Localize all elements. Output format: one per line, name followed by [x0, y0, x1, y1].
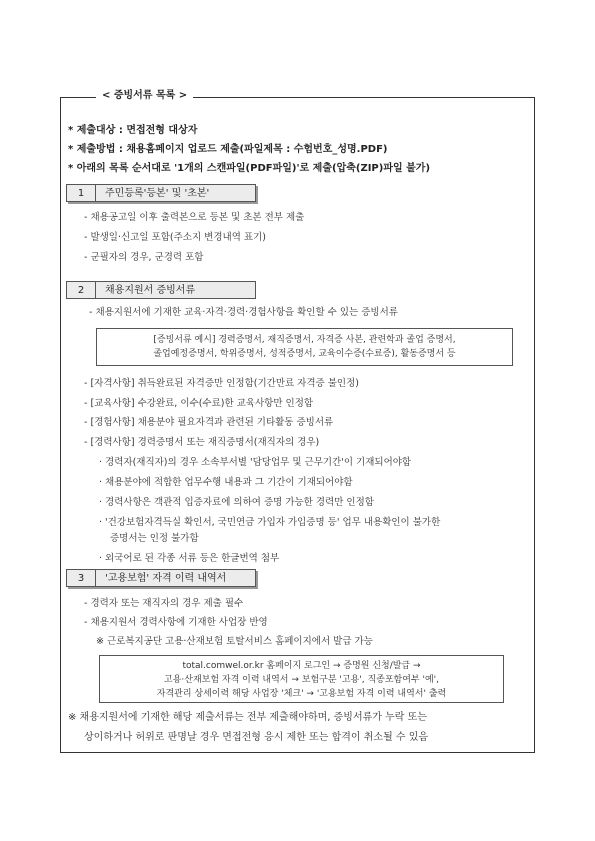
list-item: - 군필자의 경우, 군경력 포함: [84, 252, 204, 263]
sub-item: · 경력자(재직자)의 경우 소속부서별 '담당업무 및 근무기간'이 기재되어야함: [99, 457, 412, 468]
list-item: - 채용지원서 경력사항에 기재한 사업장 반영: [84, 617, 268, 628]
instruction-line: 고용·산재보험 자격 이력 내역서 → 보험구분 '고용', 직종포함여부 '예',: [164, 675, 439, 685]
instruction-box: [99, 655, 504, 703]
list-item: - [경력사항] 경력증명서 또는 재직증명서(재직자의 경우): [84, 437, 320, 448]
section-3-header: [66, 569, 256, 587]
footer-note: 상이하거나 허위로 판명날 경우 면접전형 응시 제한 또는 합격이 취소될 수 있음: [84, 732, 429, 743]
section-1-header: [66, 184, 256, 202]
example-box: [96, 328, 513, 366]
list-item: - 채용공고일 이후 출력본으로 등본 및 초본 전부 제출: [84, 212, 305, 223]
list-item: - [경험사항] 채용분야 필요자격과 관련된 기타활동 증빙서류: [84, 417, 334, 428]
section-2-header: [66, 281, 256, 299]
note-order: * 아래의 목록 순서대로 '1개의 스캔파일(PDF파일)'로 제출(압축(ZIP)파일 불가): [68, 163, 431, 174]
page-title: < 증빙서류 목록 >: [96, 88, 193, 104]
section-title: '고용보험' 자격 이력 내역서: [105, 573, 227, 584]
example-line: 졸업예정증명서, 학위증명서, 성적증명서, 교육이수증(수료증), 활동증명서 등: [153, 349, 456, 359]
section-number: 1: [67, 185, 96, 201]
sub-item-continued: 증명서는 인정 불가함: [110, 533, 199, 544]
note-target: * 제출대상 : 면접전형 대상자: [68, 125, 198, 136]
sub-item: · 경력사항은 객관적 입증자료에 의하여 증명 가능한 경력만 인정함: [99, 497, 374, 508]
sub-item: · 채용분야에 적합한 업무수행 내용과 그 기간이 기재되어야함: [99, 477, 353, 488]
instruction-line: total.comwel.or.kr 홈페이지 로그인 → 증명원 신청/발급 →: [182, 661, 421, 671]
list-item: - 발생일·신고일 포함(주소지 변경내역 표기): [84, 232, 266, 243]
note-method: * 제출방법 : 채용홈페이지 업로드 제출(파일제목 : 수험번호_성명.PDF): [68, 144, 388, 155]
sub-item: · '건강보험자격득실 확인서, 국민연금 가입자 가입증명 등' 업무 내용확인이 불가한: [99, 517, 441, 528]
list-item: - [자격사항] 취득완료된 자격증만 인정함(기간만료 자격증 불인정): [84, 378, 359, 389]
section-number: 2: [67, 282, 96, 298]
section-intro: - 채용지원서에 기재한 교육·자격·경력·경험사항을 확인할 수 있는 증빙서류: [89, 307, 398, 318]
sub-item: · 외국어로 된 각종 서류 등은 한글번역 첨부: [99, 553, 280, 564]
instruction-line: 자격관리 상세이력 해당 사업장 '체크' → '고용보험 자격 이력 내역서' 출력: [156, 689, 447, 699]
list-item: - [교육사항] 수강완료, 이수(수료)한 교육사항만 인정함: [84, 398, 314, 409]
example-line: [증빙서류 예시] 경력증명서, 재직증명서, 자격증 사본, 관련학과 졸업 증명서,: [153, 335, 456, 345]
issuance-note: ※ 근로복지공단 고용·산재보험 토탈서비스 홈페이지에서 발급 가능: [96, 636, 373, 647]
footer-note: ※ 채용지원서에 기재한 해당 제출서류는 전부 제출해야하며, 증빙서류가 누락 또는: [68, 712, 427, 723]
list-item: - 경력자 또는 재직자의 경우 제출 필수: [84, 598, 244, 609]
section-title: 주민등록'등본' 및 '초본': [105, 188, 210, 199]
section-title: 채용지원서 증빙서류: [105, 285, 196, 296]
section-number: 3: [67, 570, 96, 586]
